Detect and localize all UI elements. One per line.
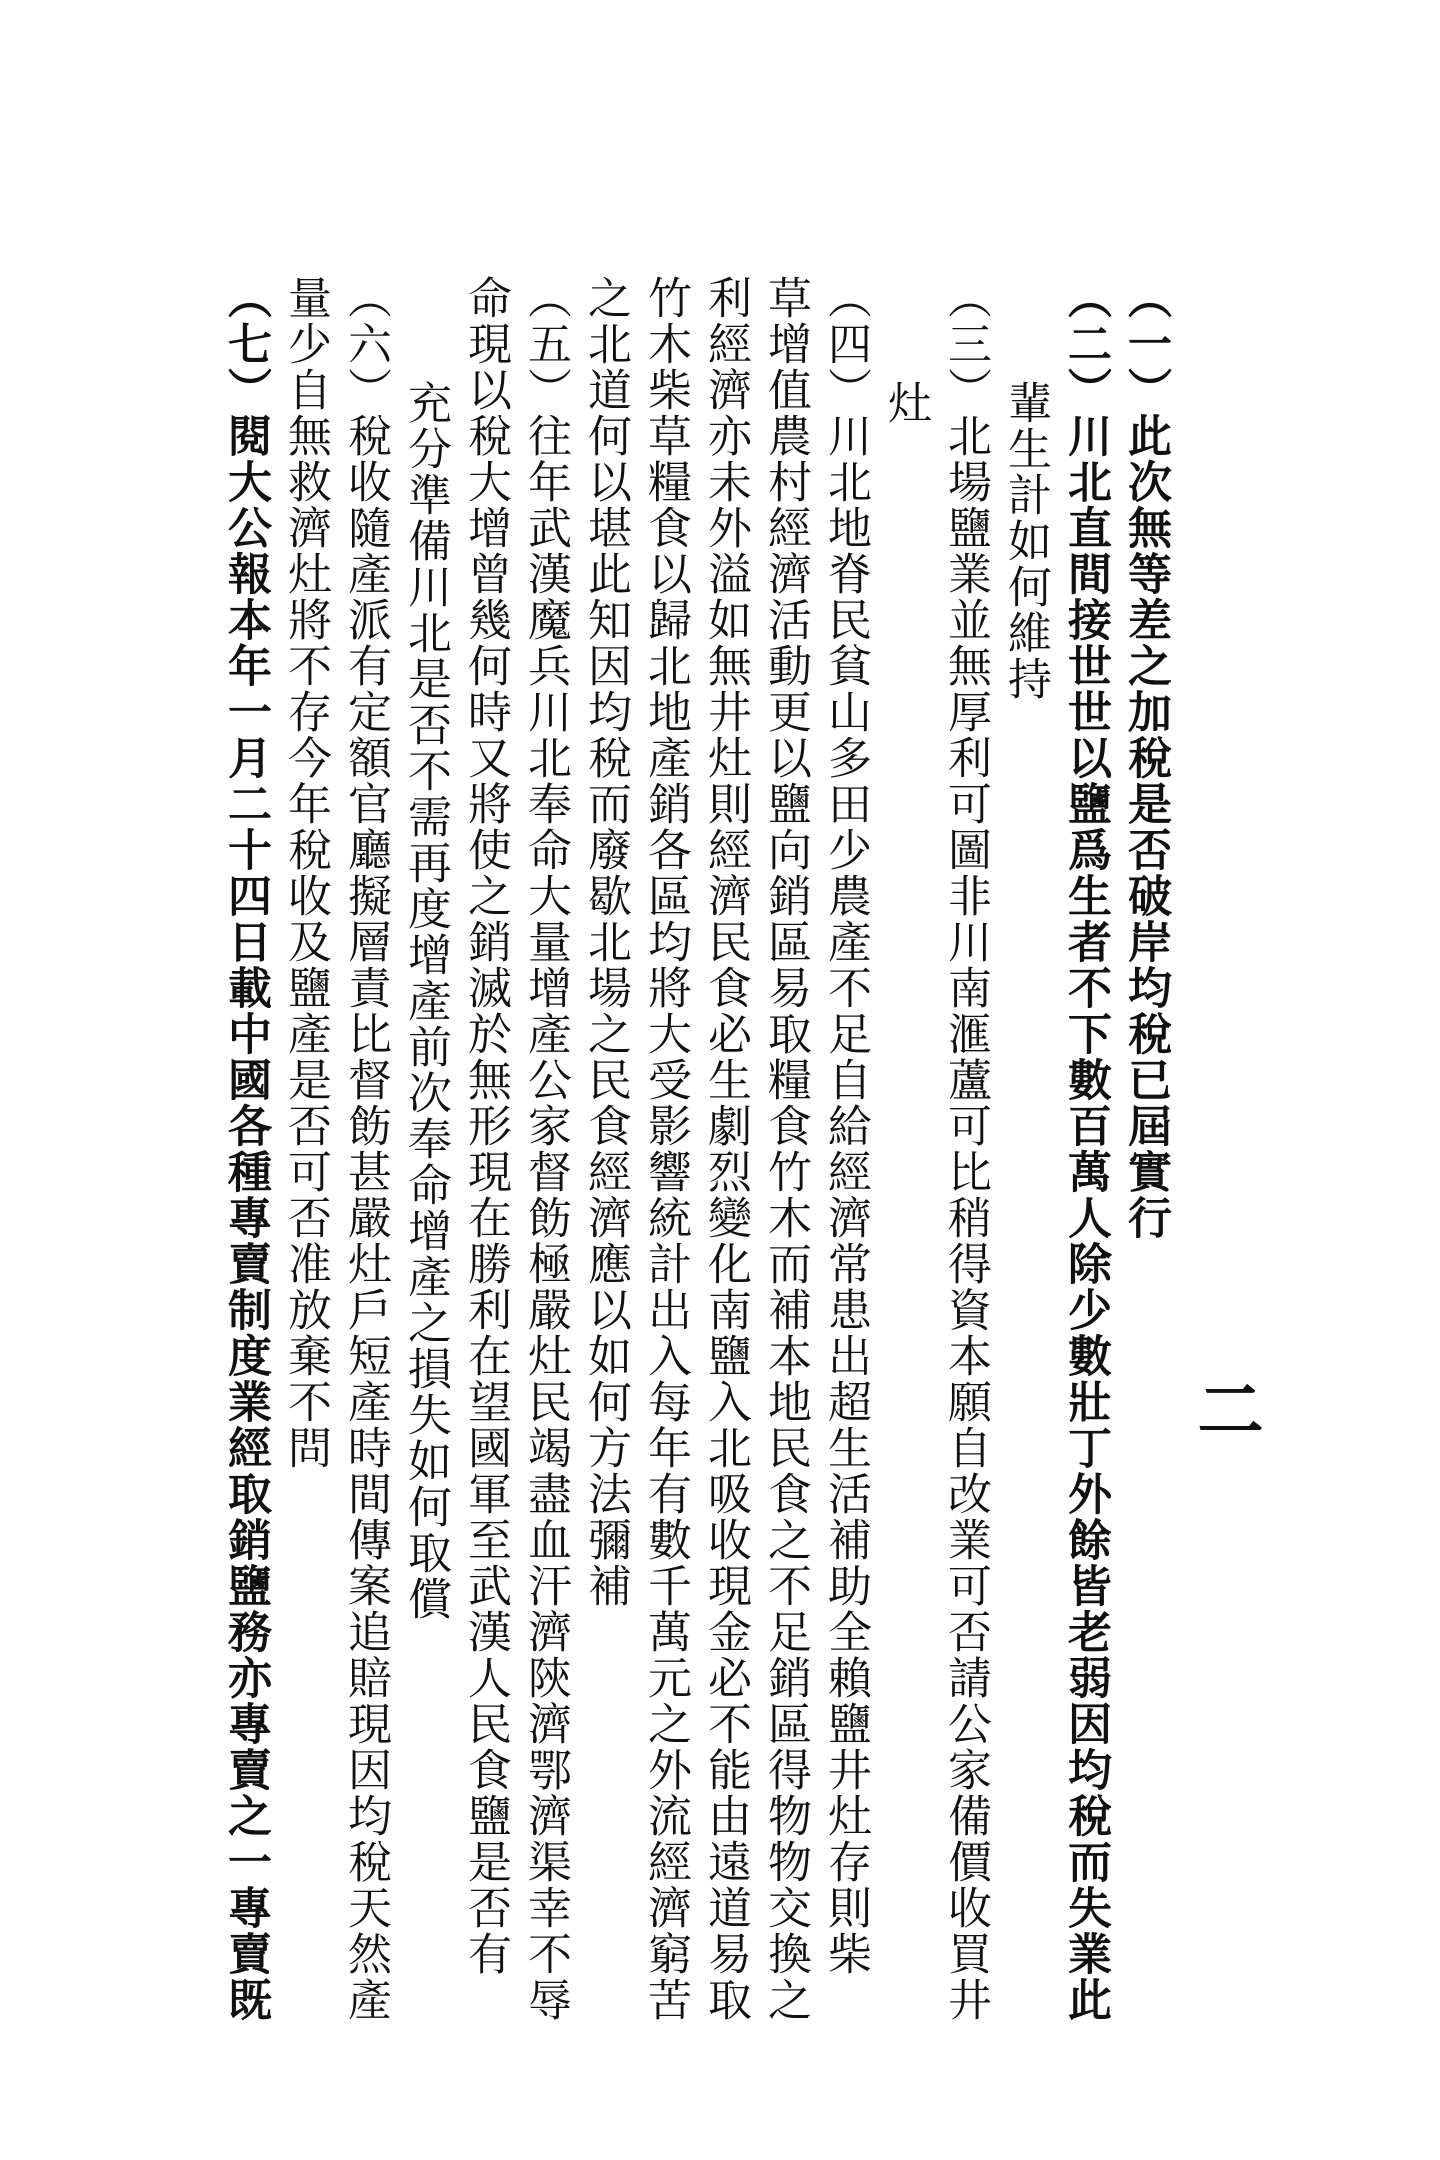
text-line-10: 之北道何以堪此知因均稅而廢歇北場之民食經濟應以如何方法彌補 [580, 275, 631, 1609]
text-line-16: （七）閱大公報本年一月二十四日載中國各種專賣制度業經取銷鹽務亦專賣之一專賣既 [220, 275, 271, 2023]
text-line-13: 充分準備川北是否不需再度增產前次奉命增產之損失如何取償 [400, 380, 451, 1622]
text-line-5: 灶 [880, 380, 931, 426]
text-line-15: 量少自無救濟灶將不存今年稅收及鹽產是否可否准放棄不問 [280, 275, 331, 1471]
text-line-7: 草增值農村經濟活動更以鹽向銷區易取糧食竹木而補本地民食之不足銷區得物物交換之 [760, 275, 811, 2023]
page-number: 二 [1186, 1375, 1264, 1445]
text-line-1: （一）此次無等差之加稅是否破岸均稅已屆實行 [1120, 275, 1171, 1241]
text-line-9: 竹木柴草糧食以歸北地產銷各區均將大受影響統計出入每年有數千萬元之外流經濟窮苦 [640, 275, 691, 2023]
text-line-2: （二）川北直間接世世以鹽爲生者不下數百萬人除少數壯丁外餘皆老弱因均稅而失業此 [1060, 275, 1111, 2023]
vertical-text-block [175, 275, 1175, 2023]
text-line-4: （三）北場鹽業並無厚利可圖非川南滙蘆可比稍得資本願自改業可否請公家備價收買井 [940, 275, 991, 2023]
text-line-6: （四）川北地脊民貧山多田少農產不足自給經濟常患出超生活補助全賴鹽井灶存則柴 [820, 275, 871, 1977]
text-line-14: （六）稅收隨產派有定額官廳擬層責比督飭甚嚴灶戶短產時間傳案追賠現因均稅天然產 [340, 275, 391, 2023]
text-line-11: （五）往年武漢魔兵川北奉命大量增產公家督飭極嚴灶民竭盡血汗濟陝濟鄂濟渠幸不辱 [520, 275, 571, 2023]
text-line-12: 命現以稅大增曾幾何時又將使之銷滅於無形現在勝利在望國軍至武漢人民食鹽是否有 [460, 275, 511, 1977]
text-line-3: 輩生計如何維持 [1000, 380, 1051, 702]
text-line-8: 利經濟亦未外溢如無井灶則經濟民食必生劇烈變化南鹽入北吸收現金必不能由遠道易取 [700, 275, 751, 2023]
